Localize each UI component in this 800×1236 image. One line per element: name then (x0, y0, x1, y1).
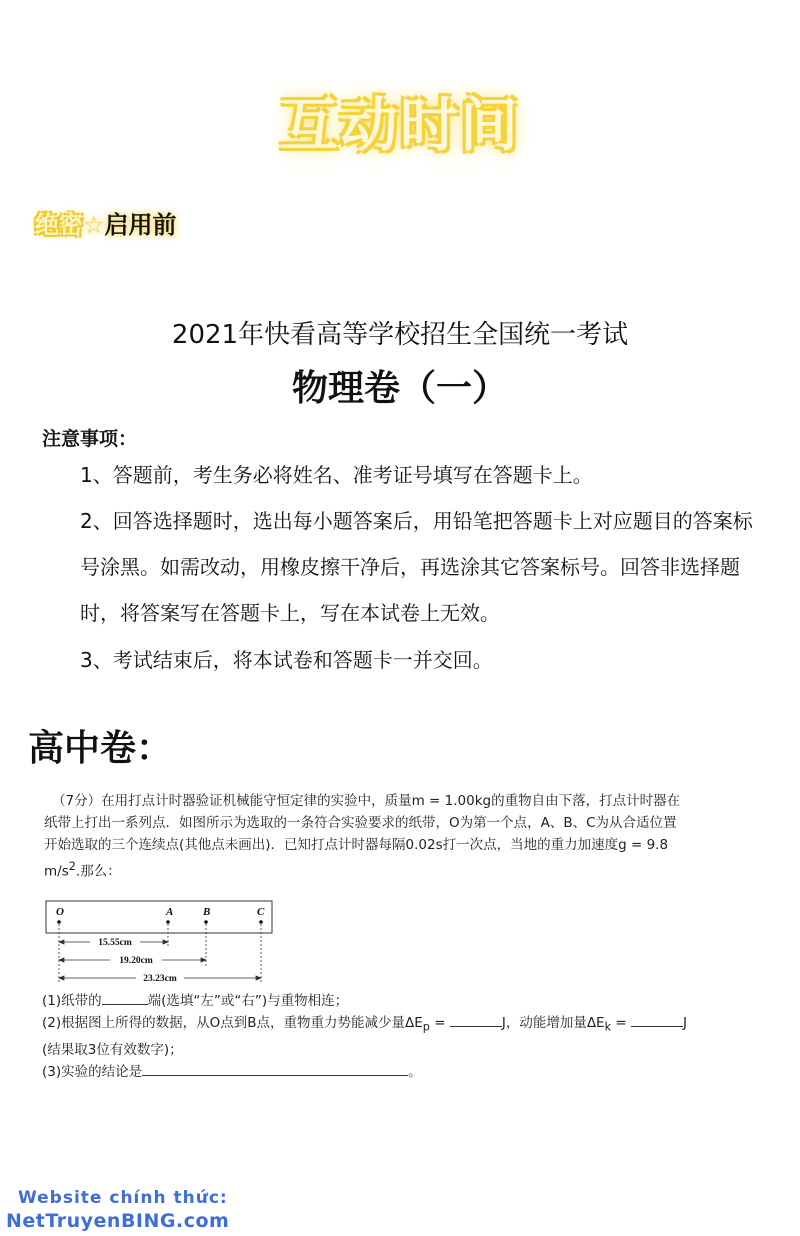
notice-item-2: 2、回答选择题时，选出每小题答案后，用铅笔把答题卡上对应题目的答案标号涂黑。如需改动，用橡皮擦干净后，再选涂其它答案标号。回答非选择题时，将答案写在答题卡上，写在本试卷上无效。 (80, 509, 753, 625)
secret-part2: 启用前 (104, 211, 177, 239)
banner-title: 互动时间 (279, 91, 520, 159)
question-text-b: .那么： (75, 863, 121, 880)
watermark-label: Website chính thức: (18, 1188, 228, 1208)
notice-heading: 注意事项： (42, 428, 138, 450)
paper-tape-figure (44, 898, 284, 986)
exam-title: 2021年快看高等学校招生全国统一考试 (171, 320, 629, 350)
question-intro (44, 790, 684, 883)
secret-part1: 绝密 (35, 211, 83, 239)
question-text-sup: 2 (68, 860, 76, 873)
point-label-a: A (166, 906, 174, 918)
secret-label (35, 205, 177, 240)
blank-2[interactable] (450, 1012, 502, 1027)
section-heading: 高中卷： (28, 728, 173, 769)
blank-3[interactable] (631, 1012, 683, 1027)
point-b (204, 920, 208, 924)
sub-question-1: (1)纸带的 端(选填“左”或“右”)与重物相连； (42, 990, 722, 1012)
notice-item-3: 3、考试结束后，将本试卷和答题卡一并交回。 (80, 648, 493, 672)
blank-4[interactable] (142, 1061, 408, 1076)
sub-question-3: (3)实验的结论是 。 (42, 1061, 722, 1083)
point-a (166, 920, 170, 924)
sub-questions (42, 990, 722, 1083)
distance-oc: 23.23cm (143, 974, 177, 984)
sub-question-2: (2)根据图上所得的数据，从O点到B点，重物重力势能减少量$\Delta E_p = J$，动能增加量$\Delta E_k = J$ (42, 1012, 722, 1039)
distance-ob: 19.20cm (119, 956, 153, 966)
sub-question-2-note: (结果取3位有效数字)； (42, 1041, 183, 1058)
point-label-o: O (56, 906, 64, 918)
blank-1[interactable] (102, 990, 148, 1005)
point-label-c: C (257, 906, 265, 918)
question-text-a: （7分）在用打点计时器验证机械能守恒定律的实验中，质量m = 1.00kg的重物自由下落，打点计时器在纸带上打出一系列点．如图所示为选取的一条符合实验要求的纸带，O为第一个点，A、B、C为从合适位置开始选取的三个连续点(其他点未画出)．已知打点计时器每隔0.02s打一次点，当地的重力加速度g = 9.8 m/s (44, 793, 681, 880)
distance-oa: 15.55cm (98, 938, 132, 948)
star-icon: ☆ (83, 211, 105, 239)
paper-title: 物理卷（一） (291, 368, 508, 409)
point-label-b: B (203, 906, 211, 918)
watermark-domain[interactable]: NetTruyenBING.com (6, 1210, 230, 1232)
point-c (259, 920, 263, 924)
point-o (57, 920, 61, 924)
notice-item-1: 1、答题前，考生务必将姓名、准考证号填写在答题卡上。 (80, 463, 593, 487)
